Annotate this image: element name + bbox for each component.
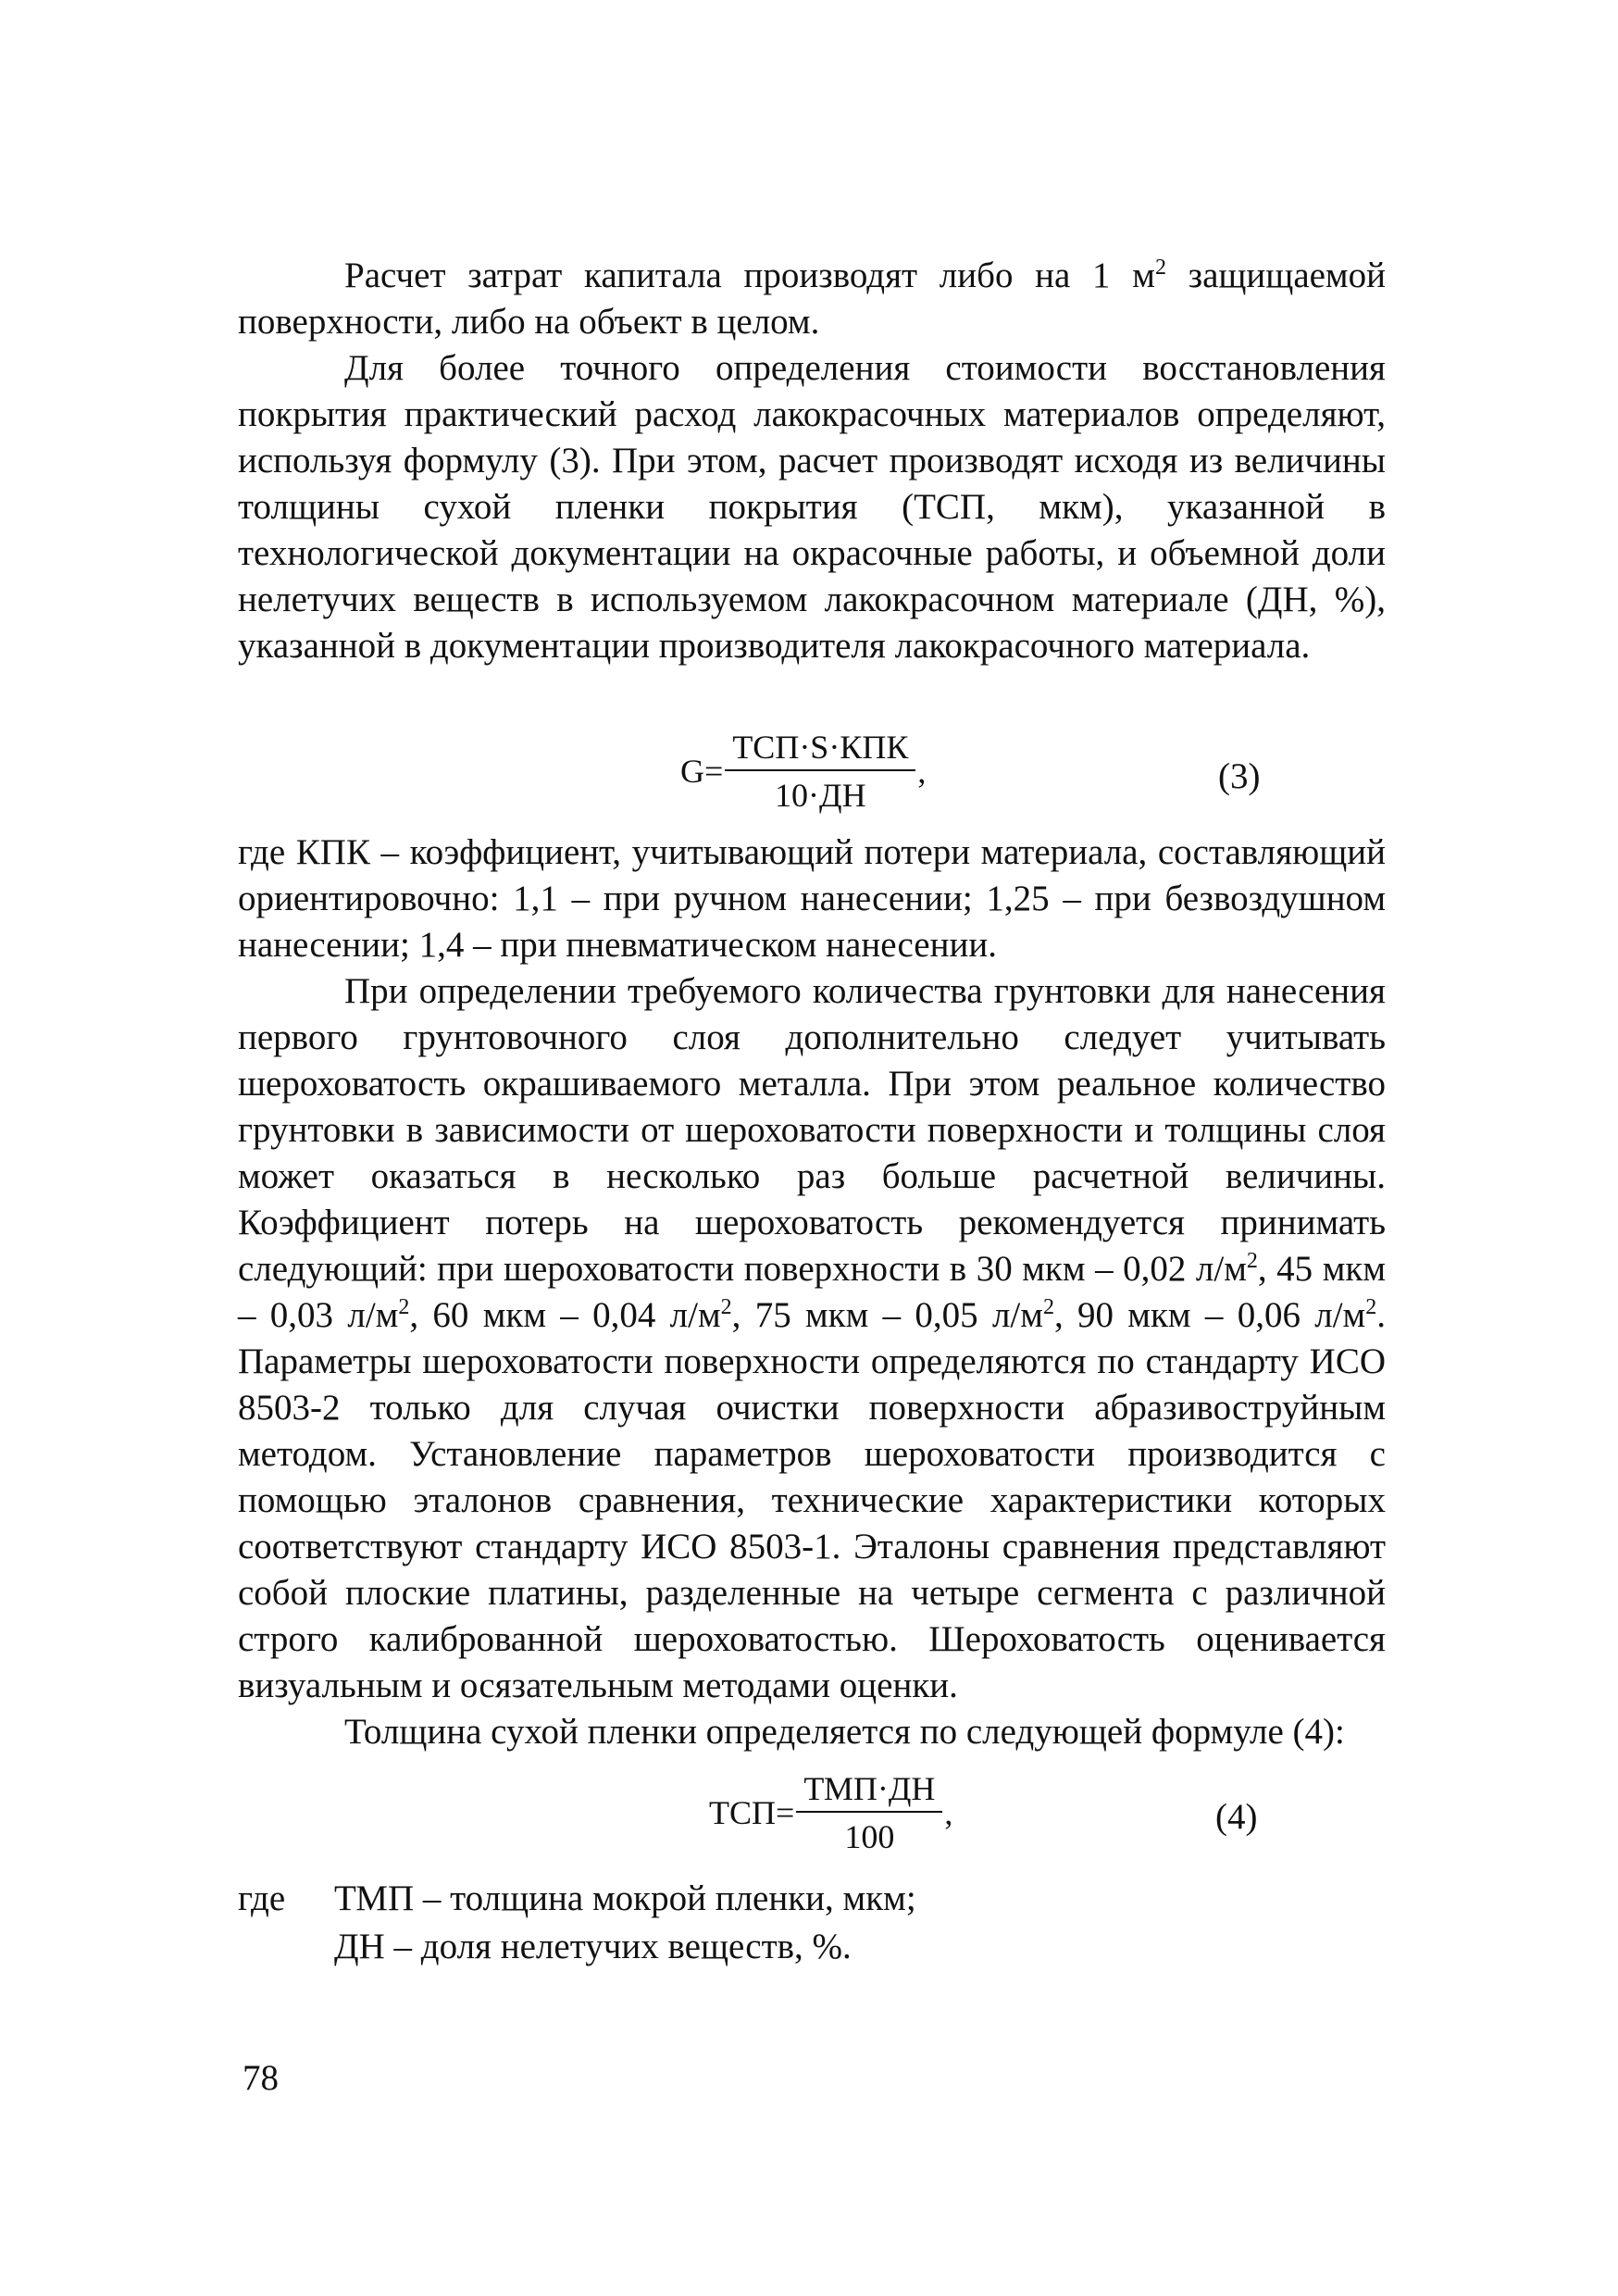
text-block-middle [238,830,1386,1755]
formula-4-numerator: ТМП·ДН [796,1768,942,1813]
where-label: где [238,1878,286,1918]
page-number: 78 [243,2058,279,2098]
superscript: 2 [1246,1249,1258,1273]
formula-4-number: (4) [1215,1797,1258,1837]
formula-3-fraction [725,727,915,816]
superscript: 2 [398,1295,410,1319]
formula-4-lhs: ТСП= [709,1794,795,1831]
where-definition-tmp: ТМП – толщина мокрой пленки, мкм; [334,1878,916,1918]
paragraph-dry-film-intro [238,1709,1386,1755]
formula-3-denominator: 10·ДН [775,777,866,814]
paragraph-text-run: , 75 мкм – 0,05 л/м [731,1295,1043,1335]
text-block-top [238,253,1386,669]
formula-3-numerator: ТСП·S·КПК [725,727,915,771]
superscript: 2 [1365,1295,1377,1319]
paragraph-text-run: При определении требуемого количества грунтовки для нанесения первого грунтовочного слоя дополнительно следует учитывать шероховатость окрашиваемого металла. При этом реальное количество грунтовки в зависимости от шероховатости поверхности и толщины слоя может оказаться в несколько раз больше расчетной величины. Коэффициент потерь на шероховатость рекомендуется принимать следующий: при шероховатости поверхности в 30 мкм – 0,02 л/м [238,971,1386,1289]
paragraph-text-run: Расчет затрат капитала производят либо на 1 м [344,256,1155,295]
superscript: 2 [1154,256,1166,280]
formula-4-denominator: 100 [844,1818,895,1855]
paragraph-text-run: где КПК – коэффициент, учитывающий потери материала, составляющий ориентировочно: 1,1 – при ручном нанесении; 1,25 – при безвоздушном нанесении; 1,4 – при пневматическом нанесении. [238,832,1386,965]
paragraph-text-run: , 90 мкм – 0,06 л/м [1053,1295,1366,1335]
paragraph-primer-roughness [238,968,1386,1709]
formula-3-comma: , [917,753,927,790]
paragraph-text-run: Толщина сухой пленки определяется по следующей формуле (4): [344,1712,1345,1752]
formula-3-lhs: G= [680,753,724,790]
formula-4-comma: , [944,1794,953,1831]
paragraph-kpk-definition [238,830,1386,968]
formula-4-fraction [796,1768,942,1857]
paragraph-text-run: Для более точного определения стоимости восстановления покрытия практический расход лакокрасочных материалов определяют, используя формулу (3). При этом, расчет производят исходя из величины толщины сухой пленки покрытия (ТСП, мкм), указанной в технологической документации на окрасочные работы, и объемной доли нелетучих веществ в используемом лакокрасочном материале (ДН, %), указанной в документации производителя лакокрасочного материала. [238,348,1386,666]
formula-3-number: (3) [1218,756,1261,796]
paragraph-capital-costs [238,253,1386,345]
formula-3 [680,727,926,829]
where-definition-dn: ДН – доля нелетучих веществ, %. [334,1927,852,1966]
paragraph-text-run: защищаемой поверхности, либо на объект в целом. [238,256,1386,342]
paragraph-consumption-formula-intro [238,345,1386,669]
formula-4 [709,1768,952,1870]
paragraph-text-run: . Параметры шероховатости поверхности определяются по стандарту ИСО 8503-2 только для случая очистки поверхности абразивоструйным методом. Установление параметров шероховатости производится с помощью эталонов сравнения, технические характеристики которых соответствуют стандарту ИСО 8503-1. Эталоны сравнения представляют собой плоские платины, разделенные на четыре сегмента с различной строго калиброванной шероховатостью. Шероховатость оценивается визуальным и осязательным методами оценки. [238,1295,1386,1705]
superscript: 2 [720,1295,732,1319]
paragraph-text-run: , 45 мкм – 0,03 л/м [238,1249,1386,1335]
superscript: 2 [1042,1295,1054,1319]
paragraph-text-run: , 60 мкм – 0,04 л/м [409,1295,721,1335]
